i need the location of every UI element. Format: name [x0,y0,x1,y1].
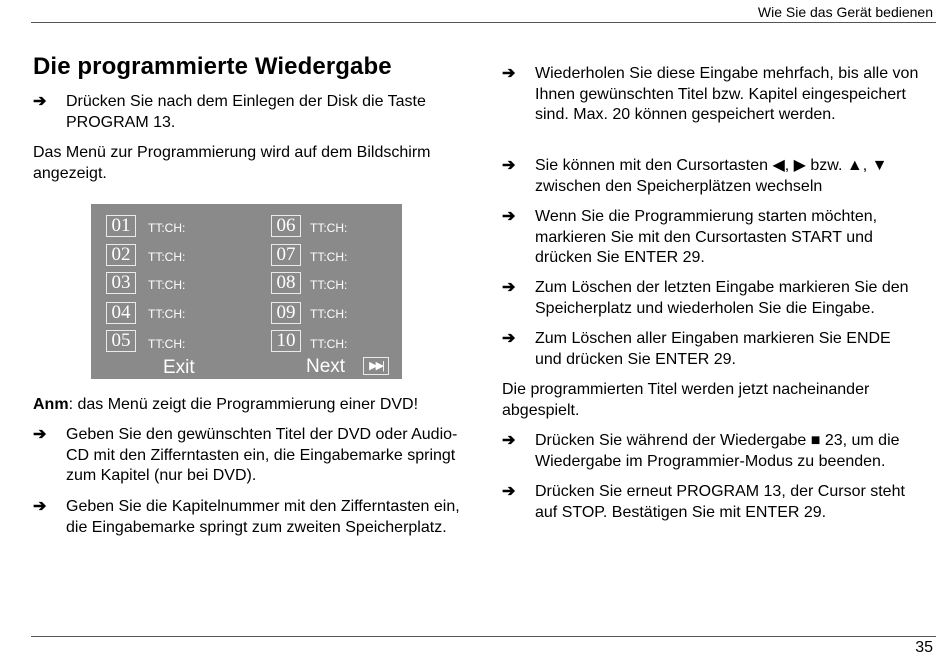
section-title: Wie Sie das Gerät bedienen [757,4,933,20]
left-step-3 [33,497,463,561]
arrow-right-icon: ➔ [33,426,47,443]
slot-03: 03 [106,272,136,294]
arrow-right-icon: ➔ [502,65,516,82]
header-rule [31,22,936,23]
right-step-1 [502,64,932,148]
arrow-right-icon: ➔ [502,432,516,449]
left-paragraph-1: Das Menü zur Programmierung wird auf dem Bildschirm angezeigt. [33,144,431,182]
slot-07: 07 [271,244,301,266]
right-step-3 [502,207,932,271]
next-button: Next [306,356,346,377]
right-step-7 [502,482,932,524]
arrow-right-icon: ➔ [502,330,516,347]
right-step-5 [502,329,932,371]
arrow-right-icon: ➔ [33,93,47,110]
page-title: Die programmierte Wiedergabe [33,53,392,80]
slot-06: 06 [271,215,301,237]
step-text: Geben Sie den gewünschten Titel der DVD oder Audio-CD mit den Zifferntasten ein, die Eingabemarke springt zum Kapitel (nur bei DVD). [66,426,458,484]
right-step-6 [502,431,932,473]
left-step-1 [33,92,463,134]
skip-next-icon: ▶▶| [363,357,389,375]
step-text: Zum Löschen der letzten Eingabe markieren Sie den Speicherplatz und wiederholen Sie die Eingabe. [535,279,909,317]
exit-button: Exit [163,357,195,378]
right-step-2 [502,156,932,198]
slot-05-label: TT:CH: [148,337,186,351]
step-text: Geben Sie die Kapitelnummer mit den Zifferntasten ein, die Eingabemarke springt zum zweiten Speicherplatz. [66,498,460,536]
slot-09-label: TT:CH: [310,307,348,321]
slot-04-label: TT:CH: [148,307,186,321]
program-menu-screenshot [91,204,402,379]
note-text: : das Menü zeigt die Programmierung einer DVD! [68,396,419,413]
note-paragraph [33,395,463,416]
slot-04: 04 [106,302,136,324]
note-label: Anm [33,396,69,413]
slot-07-label: TT:CH: [310,250,348,264]
step-text: Wenn Sie die Programmierung starten möchten, markieren Sie mit den Cursortasten START und drücken Sie ENTER 29. [535,208,878,266]
slot-01-label: TT:CH: [148,221,186,235]
step-text: Drücken Sie während der Wiedergabe ■ 23, um die Wiedergabe im Programmier-Modus zu beenden. [535,432,900,470]
slot-02-label: TT:CH: [148,250,186,264]
slot-09: 09 [271,302,301,324]
right-paragraph-1: Die programmierten Titel werden jetzt nacheinander abgespielt. [502,381,870,419]
slot-02: 02 [106,244,136,266]
step-text: Drücken Sie nach dem Einlegen der Disk die Taste PROGRAM 13. [66,93,426,131]
arrow-right-icon: ➔ [33,498,47,515]
arrow-right-icon: ➔ [502,279,516,296]
step-text: Wiederholen Sie diese Eingabe mehrfach, bis alle von Ihnen gewünschten Titel bzw. Kapitel eingespeichert sind. Max. 20 können gespeichert werden. [535,65,919,123]
slot-08: 08 [271,272,301,294]
slot-06-label: TT:CH: [310,221,348,235]
slot-10-label: TT:CH: [310,337,348,351]
left-step-2 [33,425,463,489]
step-text: Zum Löschen aller Eingaben markieren Sie ENDE und drücken Sie ENTER 29. [535,330,891,368]
step-text: Drücken Sie erneut PROGRAM 13, der Cursor steht auf STOP. Bestätigen Sie mit ENTER 29. [535,483,905,521]
arrow-right-icon: ➔ [502,157,516,174]
step-text: Sie können mit den Cursortasten ◀, ▶ bzw. ▲, ▼ zwischen den Speicherplätzen wechseln [535,157,888,195]
arrow-right-icon: ➔ [502,208,516,225]
slot-03-label: TT:CH: [148,278,186,292]
right-step-4 [502,278,932,320]
page-number: 35 [915,639,933,656]
slot-10: 10 [271,330,301,352]
slot-08-label: TT:CH: [310,278,348,292]
arrow-right-icon: ➔ [502,483,516,500]
footer-rule [31,636,936,637]
slot-01: 01 [106,215,136,237]
slot-05: 05 [106,330,136,352]
